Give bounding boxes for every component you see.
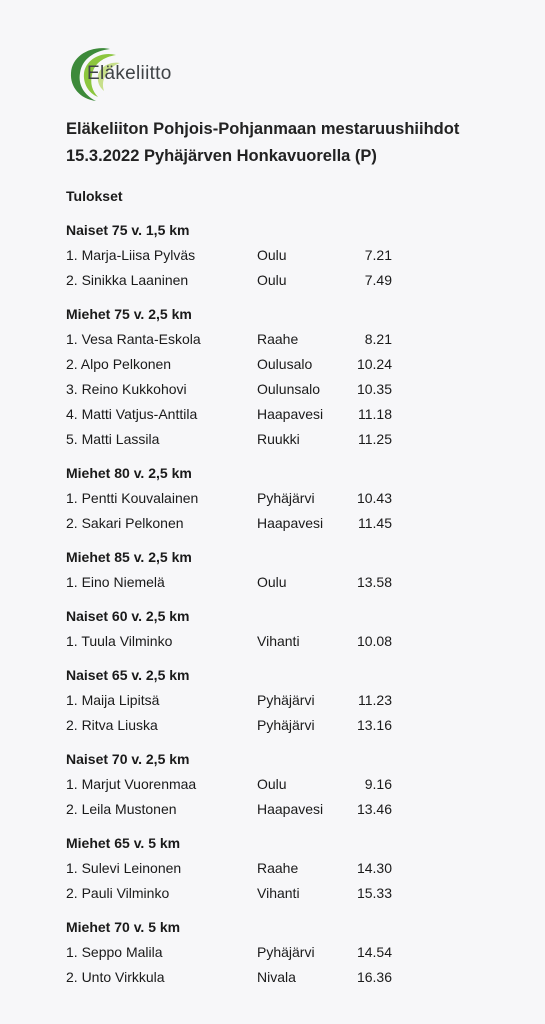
competitor-name: 2. Sinikka Laaninen <box>66 272 189 288</box>
competitor-place: Haapavesi <box>257 801 324 817</box>
result-section <box>66 547 406 597</box>
competitor-place: Haapavesi <box>257 406 324 422</box>
result-time: 15.33 <box>356 885 392 901</box>
results-heading: Tulokset <box>66 188 123 204</box>
competitor-name: 1. Pentti Kouvalainen <box>66 490 199 506</box>
competitor-name: 1. Seppo Malila <box>66 944 163 960</box>
result-row <box>66 270 406 295</box>
competitor-place: Pyhäjärvi <box>257 692 315 708</box>
competitor-name: 1. Sulevi Leinonen <box>66 860 182 876</box>
document-subtitle: 15.3.2022 Pyhäjärven Honkavuorella (P) <box>66 147 377 165</box>
result-row <box>66 631 406 656</box>
result-time: 7.49 <box>364 272 392 288</box>
competitor-name: 1. Tuula Vilminko <box>66 633 173 649</box>
result-time: 11.45 <box>358 515 392 531</box>
competitor-name: 1. Marjut Vuorenmaa <box>66 776 197 792</box>
result-time: 11.25 <box>358 431 392 447</box>
result-time: 14.54 <box>356 944 392 960</box>
competitor-place: Raahe <box>257 860 299 876</box>
result-row <box>66 329 406 354</box>
result-section <box>66 606 406 656</box>
competitor-name: 2. Pauli Vilminko <box>66 885 170 901</box>
section-title: Naiset 70 v. 2,5 km <box>66 751 190 767</box>
section-title: Miehet 80 v. 2,5 km <box>66 465 192 481</box>
result-row <box>66 572 406 597</box>
result-time: 10.35 <box>356 381 392 397</box>
result-time: 13.16 <box>356 717 392 733</box>
competitor-name: 1. Eino Niemelä <box>66 574 165 590</box>
section-title: Miehet 75 v. 2,5 km <box>66 306 192 322</box>
result-row <box>66 513 406 538</box>
result-time: 13.58 <box>356 574 392 590</box>
result-row <box>66 245 406 270</box>
result-time: 16.36 <box>356 969 392 985</box>
section-title: Miehet 70 v. 5 km <box>66 919 181 935</box>
result-row <box>66 883 406 908</box>
result-section <box>66 220 406 295</box>
section-title: Miehet 85 v. 2,5 km <box>66 549 192 565</box>
document-title: Eläkeliiton Pohjois-Pohjanmaan mestaruushiihdot <box>66 120 460 138</box>
result-row <box>66 799 406 824</box>
competitor-name: 2. Leila Mustonen <box>66 801 177 817</box>
result-time: 8.21 <box>364 331 392 347</box>
result-section <box>66 917 406 992</box>
competitor-name: 4. Matti Vatjus-Anttila <box>66 406 198 422</box>
competitor-place: Oulu <box>257 247 287 263</box>
competitor-name: 2. Ritva Liuska <box>66 717 158 733</box>
competitor-place: Raahe <box>257 331 299 347</box>
competitor-name: 2. Alpo Pelkonen <box>66 356 172 372</box>
result-section <box>66 304 406 454</box>
competitor-name: 1. Vesa Ranta-Eskola <box>66 331 201 347</box>
competitor-name: 3. Reino Kukkohovi <box>66 381 187 397</box>
result-section <box>66 665 406 740</box>
logo-text: Eläkeliitto <box>87 63 172 84</box>
section-title: Naiset 60 v. 2,5 km <box>66 608 190 624</box>
result-row <box>66 858 406 883</box>
competitor-place: Oulu <box>257 574 287 590</box>
elakeliitto-logo <box>66 43 206 103</box>
competitor-place: Nivala <box>257 969 296 985</box>
section-title: Naiset 75 v. 1,5 km <box>66 222 190 238</box>
competitor-name: 5. Matti Lassila <box>66 431 160 447</box>
result-row <box>66 429 406 454</box>
competitor-place: Vihanti <box>257 633 300 649</box>
result-row <box>66 488 406 513</box>
competitor-place: Ruukki <box>257 431 300 447</box>
result-time: 11.18 <box>358 406 392 422</box>
competitor-place: Haapavesi <box>257 515 324 531</box>
result-row <box>66 690 406 715</box>
result-section <box>66 463 406 538</box>
result-row <box>66 354 406 379</box>
competitor-place: Pyhäjärvi <box>257 490 315 506</box>
competitor-place: Oulu <box>257 776 287 792</box>
section-title: Naiset 65 v. 2,5 km <box>66 667 190 683</box>
section-title: Miehet 65 v. 5 km <box>66 835 181 851</box>
result-time: 11.23 <box>358 692 392 708</box>
competitor-name: 2. Sakari Pelkonen <box>66 515 184 531</box>
result-time: 9.16 <box>364 776 392 792</box>
competitor-place: Oulunsalo <box>257 381 321 397</box>
competitor-place: Oulu <box>257 272 287 288</box>
competitor-place: Oulusalo <box>257 356 313 372</box>
result-section <box>66 749 406 824</box>
result-row <box>66 715 406 740</box>
result-time: 7.21 <box>364 247 392 263</box>
competitor-name: 1. Marja-Liisa Pylväs <box>66 247 196 263</box>
competitor-place: Pyhäjärvi <box>257 944 315 960</box>
result-time: 14.30 <box>356 860 392 876</box>
result-row <box>66 942 406 967</box>
results-list <box>66 220 406 1001</box>
result-row <box>66 379 406 404</box>
result-section <box>66 833 406 908</box>
result-time: 13.46 <box>356 801 392 817</box>
competitor-place: Vihanti <box>257 885 300 901</box>
result-row <box>66 404 406 429</box>
competitor-name: 2. Unto Virkkula <box>66 969 165 985</box>
competitor-name: 1. Maija Lipitsä <box>66 692 160 708</box>
result-row <box>66 967 406 992</box>
result-row <box>66 774 406 799</box>
result-time: 10.43 <box>356 490 392 506</box>
result-time: 10.08 <box>356 633 392 649</box>
result-time: 10.24 <box>356 356 392 372</box>
competitor-place: Pyhäjärvi <box>257 717 315 733</box>
